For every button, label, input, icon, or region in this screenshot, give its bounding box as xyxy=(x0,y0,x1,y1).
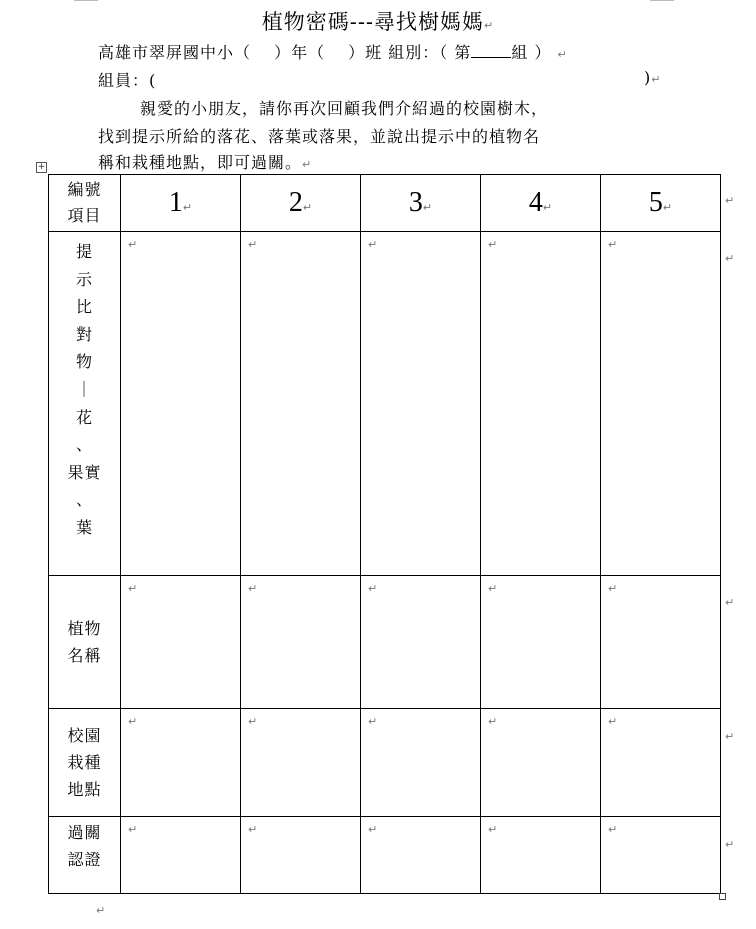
column-header-5: 5↵ xyxy=(601,175,721,232)
table-row-location xyxy=(49,709,721,817)
row-end-mark: ↵ xyxy=(725,194,735,207)
location-cell-5[interactable]: ↵ xyxy=(601,709,721,817)
hint-cell-3[interactable]: ↵ xyxy=(361,232,481,576)
table-row-certification xyxy=(49,817,721,894)
plant-name-cell-1[interactable]: ↵ xyxy=(121,576,241,709)
header-label-cell: 編號 項目 xyxy=(49,175,121,232)
certification-cell-1[interactable]: ↵ xyxy=(121,817,241,894)
table-move-handle-icon[interactable]: + xyxy=(37,162,46,172)
plant-name-cell-5[interactable]: ↵ xyxy=(601,576,721,709)
row-end-mark: ↵ xyxy=(725,730,735,743)
hint-cell-4[interactable]: ↵ xyxy=(481,232,601,576)
plant-name-cell-4[interactable]: ↵ xyxy=(481,576,601,709)
plant-name-cell-2[interactable]: ↵ xyxy=(241,576,361,709)
instruction-line-1: 親愛的小朋友，請你再次回顧我們介紹過的校園樹木， xyxy=(140,99,549,118)
table-resize-handle-icon[interactable] xyxy=(719,893,726,900)
group-number-blank[interactable] xyxy=(471,43,511,58)
location-cell-2[interactable]: ↵ xyxy=(241,709,361,817)
page-corner-mark-right xyxy=(650,0,674,1)
location-cell-4[interactable]: ↵ xyxy=(481,709,601,817)
hint-cell-5[interactable]: ↵ xyxy=(601,232,721,576)
row-end-mark: ↵ xyxy=(725,252,735,265)
row-label-plant-name: 植物 名稱 xyxy=(49,576,121,709)
hint-cell-2[interactable]: ↵ xyxy=(241,232,361,576)
column-header-2: 2↵ xyxy=(241,175,361,232)
certification-cell-2[interactable]: ↵ xyxy=(241,817,361,894)
table-header-row xyxy=(49,175,721,232)
hint-cell-1[interactable]: ↵ xyxy=(121,232,241,576)
location-cell-3[interactable]: ↵ xyxy=(361,709,481,817)
paragraph-end-mark: ↵ xyxy=(96,904,106,917)
certification-cell-5[interactable]: ↵ xyxy=(601,817,721,894)
column-header-4: 4↵ xyxy=(481,175,601,232)
row-label-certification: 過關 認證 xyxy=(49,817,121,894)
certification-cell-3[interactable]: ↵ xyxy=(361,817,481,894)
instruction-line-2: 找到提示所給的落花、落葉或落果，並說出提示中的植物名 xyxy=(98,127,541,146)
plant-name-cell-3[interactable]: ↵ xyxy=(361,576,481,709)
column-header-1: 1↵ xyxy=(121,175,241,232)
table-row-plant-name xyxy=(49,576,721,709)
location-cell-1[interactable]: ↵ xyxy=(121,709,241,817)
certification-cell-4[interactable]: ↵ xyxy=(481,817,601,894)
page-corner-mark-left xyxy=(74,0,98,1)
members-line: 組員：( )↵ xyxy=(98,68,662,90)
row-end-mark: ↵ xyxy=(725,838,735,851)
instruction-line-3: 稱和栽種地點，即可過關。↵ xyxy=(98,153,313,172)
row-label-location: 校園 栽種 地點 xyxy=(49,709,121,817)
document-title: 植物密碼---尋找樹媽媽↵ xyxy=(261,10,495,34)
row-end-mark: ↵ xyxy=(725,596,735,609)
worksheet-table xyxy=(48,174,721,894)
table-row-hint-object xyxy=(49,232,721,576)
column-header-3: 3↵ xyxy=(361,175,481,232)
class-group-line: 高雄市翠屏國中小（ ）年（ ）班 組別：（ 第 組 ） ↵ xyxy=(98,43,568,62)
row-label-hint-object: 提 示 比 對 物 ｜ 花 、 果實 、 葉 xyxy=(49,232,121,576)
